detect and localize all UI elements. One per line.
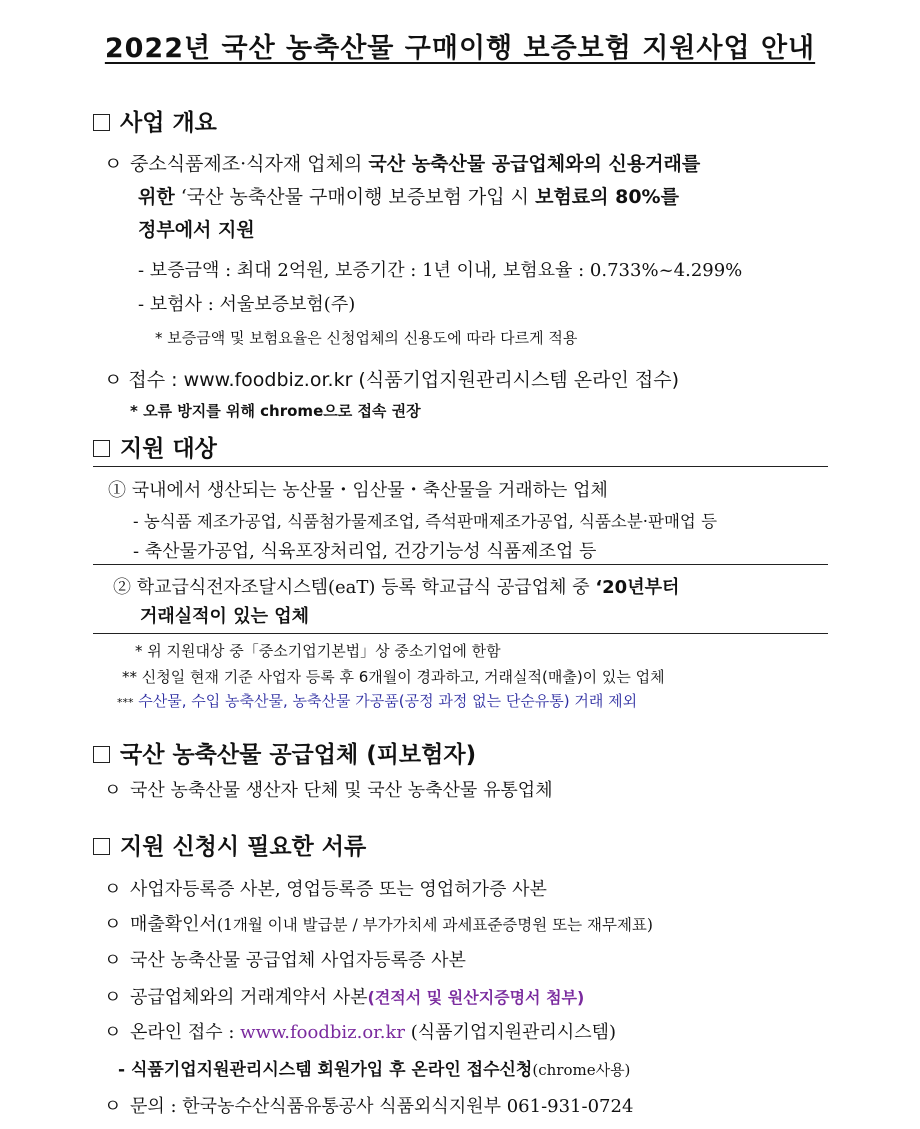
document-3: ㅇ 국산 농축산물 공급업체 사업자등록증 사본: [104, 950, 466, 971]
supplier-line: ㅇ 국산 농축산물 생산자 단체 및 국산 농축산물 유통업체: [104, 780, 553, 801]
divider: [93, 466, 828, 467]
target-item-2: ② 학교급식전자조달시스템(eaT) 등록 학교급식 공급업체 중 ‘20년부터: [113, 577, 680, 598]
target-item-1-sub-1: - 농식품 제조가공업, 식품첨가물제조업, 즉석판매제조가공업, 식품소분·판매업 등: [133, 512, 718, 531]
target-note-3: *** 수산물, 수입 농축산물, 농축산물 가공품(공정 과정 없는 단순유통) 거래 제외: [117, 692, 638, 710]
divider: [93, 633, 828, 634]
document-5-sub: - 식품기업지원관리시스템 회원가입 후 온라인 접수신청(chrome사용): [118, 1060, 631, 1080]
target-item-2-cont: 거래실적이 있는 업체: [140, 606, 310, 627]
target-item-1: ① 국내에서 생산되는 농산물・임산물・축산물을 거래하는 업체: [108, 480, 608, 501]
overview-guarantee-detail: - 보증금액 : 최대 2억원, 보증기간 : 1년 이내, 보험요율 : 0.733%~4.299%: [138, 260, 743, 281]
target-item-1-sub-2: - 축산물가공업, 식육포장처리업, 건강기능성 식품제조업 등: [133, 541, 597, 562]
document-6: ㅇ 문의 : 한국농수산식품유통공사 식품외식지원부 061-931-0724: [104, 1096, 634, 1117]
foodbiz-link[interactable]: www.foodbiz.or.kr: [240, 1022, 406, 1043]
document-5: ㅇ 온라인 접수 : www.foodbiz.or.kr (식품기업지원관리시스템): [104, 1022, 617, 1043]
page-title: 2022년 국산 농축산물 구매이행 보증보험 지원사업 안내: [104, 33, 816, 64]
target-note-1: * 위 지원대상 중「중소기업기본법」상 중소기업에 한함: [135, 642, 501, 660]
document-2: ㅇ 매출확인서(1개월 이내 발급분 / 부가가치세 과세표준증명원 또는 재무제표): [104, 914, 653, 935]
checkbox-square-icon: [93, 440, 110, 457]
target-note-2: ** 신청일 현재 기준 사업자 등록 후 6개월이 경과하고, 거래실적(매출)이 있는 업체: [122, 668, 665, 686]
overview-reception: ㅇ 접수 : www.foodbiz.or.kr (식품기업지원관리시스템 온라인 접수): [104, 369, 680, 391]
section-heading-target: 지원 대상: [93, 430, 217, 463]
document-4: ㅇ 공급업체와의 거래계약서 사본(견적서 및 원산지증명서 첨부): [104, 987, 585, 1008]
overview-chrome-note: * 오류 방지를 위해 chrome으로 접속 권장: [130, 402, 421, 420]
section-heading-overview: 사업 개요: [93, 104, 217, 137]
overview-line-2: 위한 ‘국산 농축산물 구매이행 보증보험 가입 시 보험료의 80%를: [138, 186, 679, 208]
overview-note: * 보증금액 및 보험요율은 신청업체의 신용도에 따라 다르게 적용: [155, 329, 578, 347]
section-heading-documents: 지원 신청시 필요한 서류: [93, 828, 366, 861]
checkbox-square-icon: [93, 114, 110, 131]
overview-insurer: - 보험사 : 서울보증보험(주): [138, 294, 356, 315]
section-heading-supplier: 국산 농축산물 공급업체 (피보험자): [93, 736, 476, 769]
checkbox-square-icon: [93, 838, 110, 855]
checkbox-square-icon: [93, 746, 110, 763]
overview-line-3: 정부에서 지원: [138, 219, 255, 241]
overview-line-1: ㅇ 중소식품제조·식자재 업체의 국산 농축산물 공급업체와의 신용거래를: [104, 153, 701, 175]
divider: [93, 564, 828, 565]
document-1: ㅇ 사업자등록증 사본, 영업등록증 또는 영업허가증 사본: [104, 879, 547, 900]
